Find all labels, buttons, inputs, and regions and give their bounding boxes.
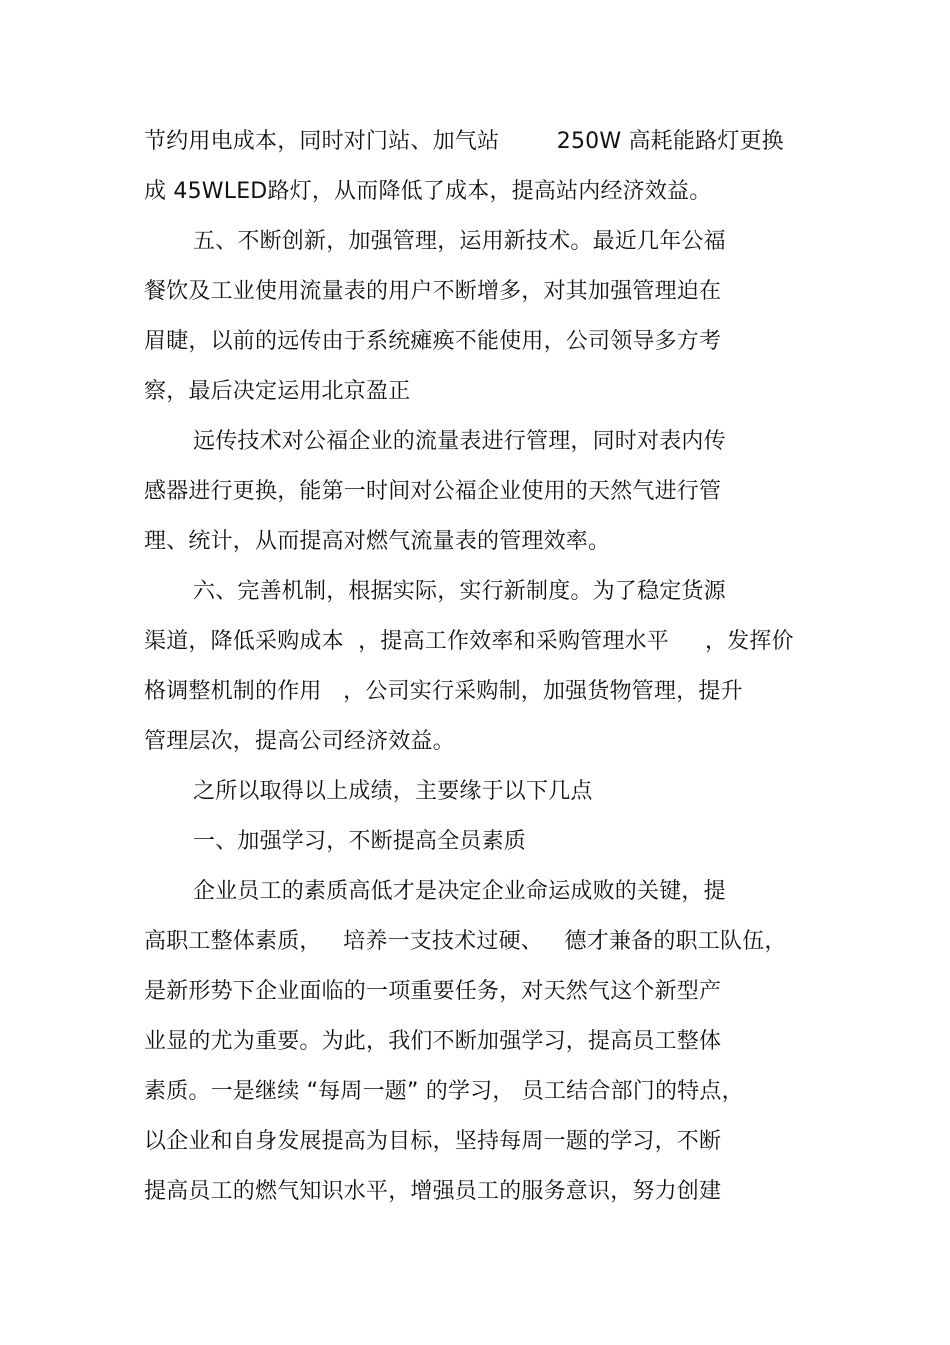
text-line: 节约用电成本，同时对门站、加气站 250W 高耗能路灯更换 xyxy=(144,129,784,154)
text-line: 餐饮及工业使用流量表的用户不断增多，对其加强管理迫在 xyxy=(144,279,722,304)
text-line: 是新形势下企业面临的一项重要任务，对天然气这个新型产 xyxy=(144,979,722,1004)
text-line: 成 45WLED路灯，从而降低了成本，提高站内经济效益。 xyxy=(144,179,712,204)
text-line: 眉睫，以前的远传由于系统瘫痪不能使用，公司领导多方考 xyxy=(144,329,722,354)
text-line: 以企业和自身发展提高为目标，坚持每周一题的学习，不断 xyxy=(144,1129,722,1154)
text-line: 素质。一是继续 “每周一题” 的学习， 员工结合部门的特点， xyxy=(144,1079,744,1104)
paragraph-start-line: 企业员工的素质高低才是决定企业命运成败的关键，提 xyxy=(193,879,726,904)
text-line: 业显的尤为重要。为此，我们不断加强学习，提高员工整体 xyxy=(144,1029,722,1054)
text-line: 格调整机制的作用 ，公司实行采购制，加强货物管理，提升 xyxy=(144,679,743,704)
text-line: 管理层次，提高公司经济效益。 xyxy=(144,729,455,754)
text-line: 高职工整体素质， 培养一支技术过硬、 德才兼备的职工队伍， xyxy=(144,929,787,954)
paragraph-start-line: 远传技术对公福企业的流量表进行管理，同时对表内传 xyxy=(193,429,726,454)
text-line: 感器进行更换，能第一时间对公福企业使用的天然气进行管 xyxy=(144,479,722,504)
text-line: 理、统计，从而提高对燃气流量表的管理效率。 xyxy=(144,529,611,554)
paragraph-start-line: 之所以取得以上成绩，主要缘于以下几点 xyxy=(193,779,593,804)
paragraph-start-line: 五、不断创新，加强管理，运用新技术。最近几年公福 xyxy=(193,229,726,254)
text-line: 渠道，降低采购成本 ，提高工作效率和采购管理水平 ，发挥价 xyxy=(144,629,794,654)
paragraph-start-line: 六、完善机制，根据实际，实行新制度。为了稳定货源 xyxy=(193,579,726,604)
section-heading-line: 一、加强学习，不断提高全员素质 xyxy=(193,829,527,854)
text-line: 提高员工的燃气知识水平，增强员工的服务意识，努力创建 xyxy=(144,1179,722,1204)
text-line: 察，最后决定运用北京盈正 xyxy=(144,379,411,404)
